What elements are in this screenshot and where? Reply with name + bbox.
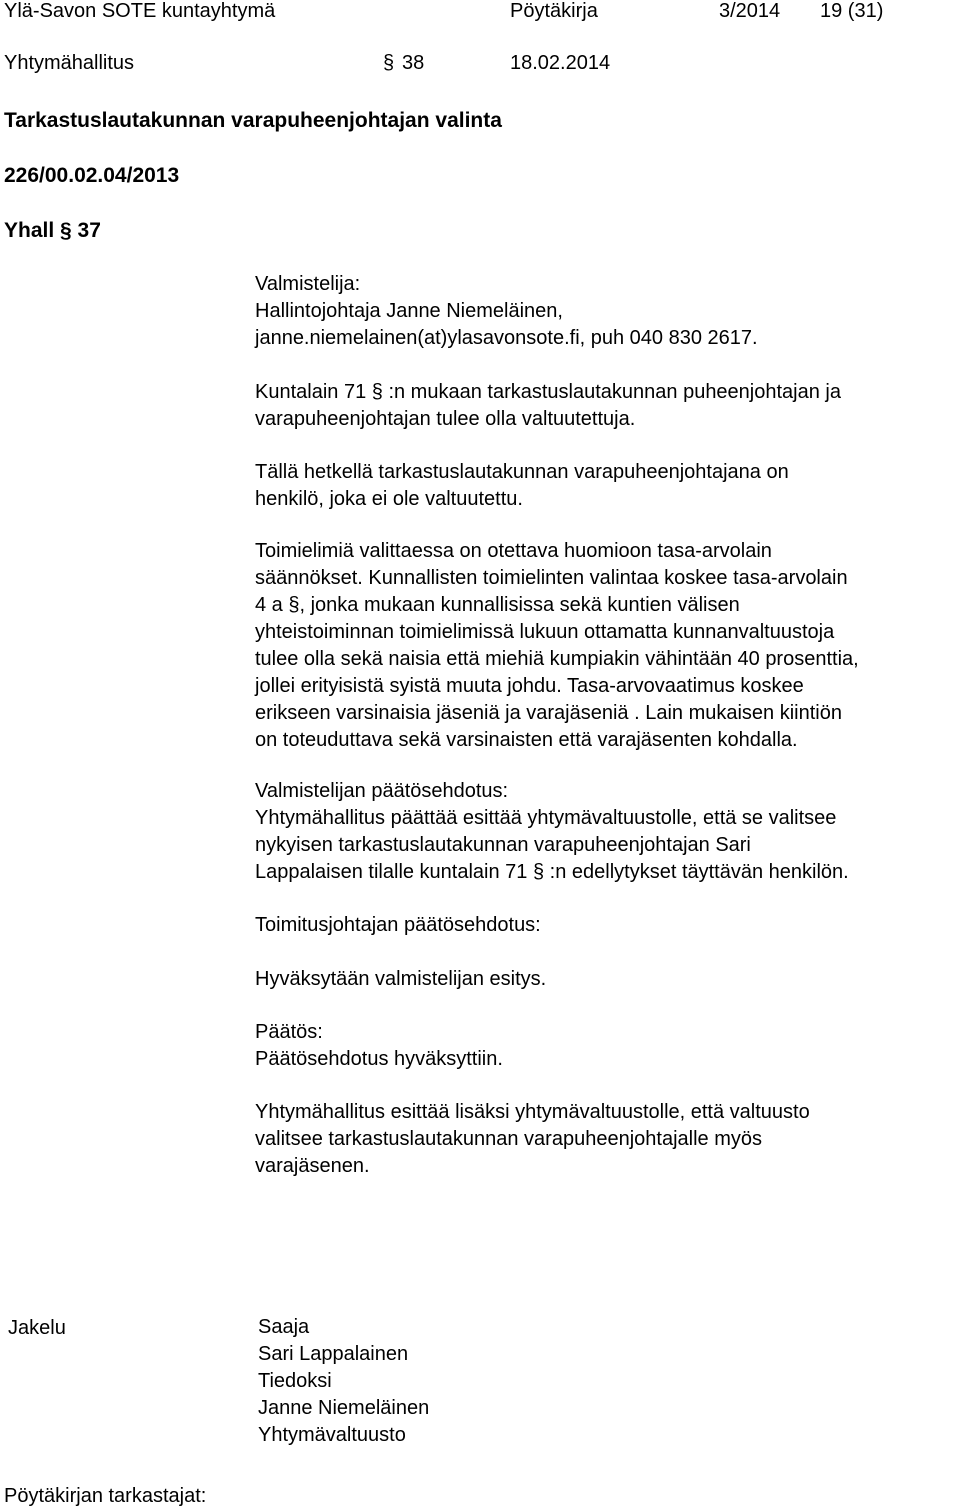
- ceo-proposal-label: Toimitusjohtajan päätösehdotus:: [255, 914, 541, 936]
- preparer-block: [255, 271, 955, 352]
- distribution-line: Tiedoksi: [258, 1370, 332, 1392]
- paragraph-line: tulee olla sekä naisia että miehiä kumpiakin vähintään 40 prosenttia,: [255, 648, 859, 670]
- proposal-line: Yhtymähallitus päättää esittää yhtymävaltuustolle, että se valitsee: [255, 807, 837, 829]
- distribution-line: Yhtymävaltuusto: [258, 1424, 406, 1446]
- paragraph-line: Tällä hetkellä tarkastuslautakunnan varapuheenjohtajana on: [255, 461, 789, 483]
- previous-section: Yhall § 37: [4, 219, 101, 242]
- paragraph-line: on toteuduttava sekä varsinaisten että varajäsenten kohdalla.: [255, 729, 798, 751]
- ceo-proposal-text: Hyväksytään valmistelijan esitys.: [255, 968, 547, 990]
- header-doc-number: 3/2014: [719, 0, 781, 22]
- proposal-label: Valmistelijan päätösehdotus:: [255, 780, 509, 802]
- distribution-line: Saaja: [258, 1316, 310, 1338]
- proposal-line: nykyisen tarkastuslautakunnan varapuheenjohtajan Sari: [255, 834, 751, 856]
- paragraph-line: yhteistoiminnan toimielimissä lukuun ottamatta kunnanvaltuustoja: [255, 621, 835, 643]
- case-number: 226/00.02.04/2013: [4, 164, 180, 187]
- paragraph-law-requirement: [255, 379, 955, 433]
- paragraph-line: säännökset. Kunnallisten toimielinten valintaa koskee tasa-arvolain: [255, 567, 848, 589]
- proposal-line: Lappalaisen tilalle kuntalain 71 § :n edellytykset täyttävän henkilön.: [255, 861, 849, 883]
- preparer-line: janne.niemelainen(at)ylasavonsote.fi, puh 040 830 2617.: [255, 327, 758, 349]
- preparer-proposal: [255, 778, 955, 886]
- decision-text: Päätösehdotus hyväksyttiin.: [255, 1048, 503, 1070]
- paragraph-line: varapuheenjohtajan tulee olla valtuutettuja.: [255, 408, 636, 430]
- decision-label: Päätös:: [255, 1021, 323, 1043]
- addendum-line: valitsee tarkastuslautakunnan varapuheenjohtajalle myös: [255, 1128, 762, 1150]
- preparer-label: Valmistelija:: [255, 273, 361, 295]
- addendum-line: Yhtymähallitus esittää lisäksi yhtymävaltuustolle, että valtuusto: [255, 1101, 810, 1123]
- addendum-line: varajäsenen.: [255, 1155, 370, 1177]
- paragraph-line: 4 a §, jonka mukaan kunnallisissa sekä kuntien välisen: [255, 594, 740, 616]
- paragraph-current-situation: [255, 459, 955, 513]
- header-body: Yhtymähallitus: [4, 52, 135, 74]
- header-date: 18.02.2014: [510, 52, 611, 74]
- header-doc-type: Pöytäkirja: [510, 0, 598, 22]
- paragraph-line: Kuntalain 71 § :n mukaan tarkastuslautakunnan puheenjohtajan ja: [255, 381, 841, 403]
- distribution-line: Sari Lappalainen: [258, 1343, 409, 1365]
- paragraph-line: erikseen varsinaisia jäseniä ja varajäseniä . Lain mukaisen kiintiön: [255, 702, 842, 724]
- header-page: 19 (31): [820, 0, 884, 22]
- distribution-line: Janne Niemeläinen: [258, 1397, 430, 1419]
- footer-reviewers-label: Pöytäkirjan tarkastajat:: [4, 1485, 207, 1507]
- addendum-paragraph: [255, 1099, 955, 1180]
- decision-block: [255, 1019, 955, 1073]
- section-title: Tarkastuslautakunnan varapuheenjohtajan valinta: [4, 109, 502, 132]
- paragraph-line: jollei erityisistä syistä muuta johdu. Tasa-arvovaatimus koskee: [255, 675, 804, 697]
- distribution-label: Jakelu: [8, 1317, 66, 1339]
- paragraph-line: Toimielimiä valittaessa on otettava huomioon tasa-arvolain: [255, 540, 772, 562]
- header-section-number: 38: [402, 52, 425, 74]
- paragraph-line: henkilö, joka ei ole valtuutettu.: [255, 488, 523, 510]
- paragraph-equality-law: [255, 538, 955, 754]
- distribution-list: [258, 1314, 958, 1449]
- header-organization: Ylä-Savon SOTE kuntayhtymä: [4, 0, 276, 22]
- preparer-line: Hallintojohtaja Janne Niemeläinen,: [255, 300, 563, 322]
- header-section-sign: §: [383, 52, 395, 74]
